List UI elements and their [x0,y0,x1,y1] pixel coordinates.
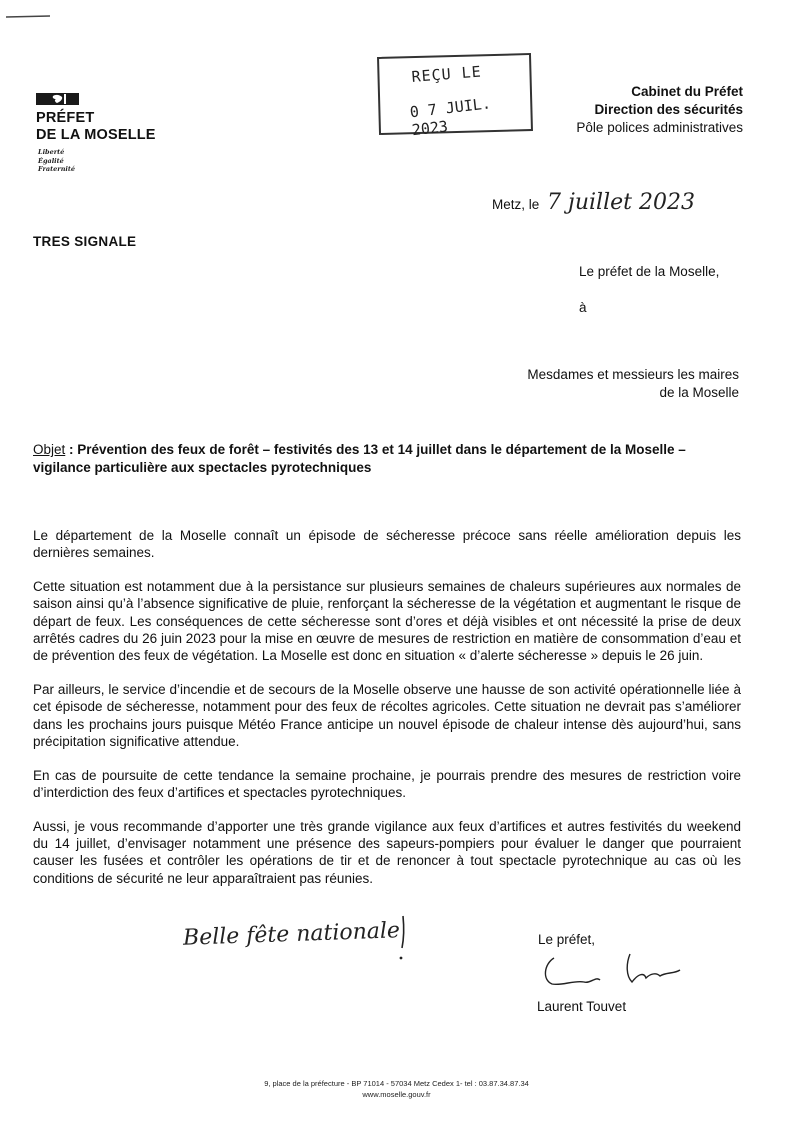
prefecture-brand [36,110,156,144]
subject-text: : Prévention des feux de forêt – festivités des 13 et 14 juillet dans le département de la Moselle – vigilance particulière aux spectacles pyrotechniques [33,442,686,475]
stamp-date: 0 7 JUIL. 2023 [408,94,492,140]
reception-stamp [377,53,533,140]
letter-footer [0,1078,793,1100]
signatory-name: Laurent Touvet [537,999,627,1014]
recipients-line-1: Mesdames et messieurs les maires [527,367,739,382]
scan-mark [6,12,50,20]
date-prefix: Metz, le [492,197,540,212]
motto-fraternite: Fraternité [38,165,76,173]
recipients-line-2: de la Moselle [659,385,739,400]
sender: Le préfet de la Moselle, [579,264,720,279]
letter-date [492,190,695,215]
addressee-preposition: à [579,300,587,315]
brand-line-1: PRÉFET [36,110,95,126]
date-handwritten: 7 juillet 2023 [547,190,695,215]
marianne-logo-icon [36,93,79,105]
paragraph-1: Le département de la Moselle connaît un épisode de sécheresse précoce sans réelle amélioration depuis les dernières semaines. [33,528,741,561]
subject-label: Objet [33,442,66,457]
exclamation-mark-icon [396,914,410,964]
paragraph-2: Cette situation est notamment due à la persistance sur plusieurs semaines de chaleurs supérieures aux normales de saison ainsi qu’à l’absence significative de pluie, renforçant la sécheresse de la végétation et augmentant le risque de départ de feux. Les conséquences de cette sécheresse sont d’ores et déjà visibles et ont nécessité la prise de deux arrêtés cadres du 26 juin 2023 pour la mise en œuvre de mesures de restriction en matière de consommation d’eau et de prévention des feux de végétation. La Moselle est donc en situation « d’alerte sécheresse » depuis le 26 juin. [33,579,741,664]
service-cabinet: Cabinet du Préfet [631,84,743,99]
brand-line-2: DE LA MOSELLE [36,127,156,143]
issuing-service [576,83,743,137]
recipients [527,366,739,402]
priority-mention: TRES SIGNALE [33,234,137,249]
letter-body [33,527,741,904]
motto-liberte: Liberté [38,148,65,156]
paragraph-5: Aussi, je vous recommande d’apporter une très grande vigilance aux feux d’artifices et autres festivités du weekend du 14 juillet, d’envisager notamment une présence des sapeurs-pompiers pour évaluer le danger que pourraient causer les fusées et contrôler les opérations de tir et de renoncer à tout spectacle pyrotechnique au cas où les conditions de sécurité ne leur apparaîtraient pas réunies. [33,818,741,886]
handwritten-note: Belle fête nationale [182,918,401,951]
stamp-received-label: REÇU LE [410,62,483,86]
motto-egalite: Égalité [38,156,64,165]
service-pole: Pôle polices administratives [576,120,743,135]
handwritten-signature-icon [540,950,690,992]
republic-motto [38,148,75,174]
footer-website: www.moselle.gouv.fr [362,1090,431,1099]
paragraph-3: Par ailleurs, le service d’incendie et de secours de la Moselle observe une hausse de son activité opérationnelle liée à cet épisode de sécheresse, notamment pour des feux de récoltes agricoles. Cette situation ne devrait pas s’améliorer dans les prochains jours puisque Météo France anticipe un nouvel épisode de chaleur intense dès aujourd’hui, sans précipitation significative attendue. [33,682,741,749]
service-direction: Direction des sécurités [594,102,743,117]
paragraph-4: En cas de poursuite de cette tendance la semaine prochaine, je pourrais prendre des mesures de restriction voire d’interdiction des feux d’artifices et spectacles pyrotechniques. [33,767,741,801]
letter-subject [33,441,743,477]
signatory-role: Le préfet, [538,932,596,947]
footer-address: 9, place de la préfecture - BP 71014 - 57034 Metz Cedex 1- tel : 03.87.34.87.34 [264,1079,529,1088]
